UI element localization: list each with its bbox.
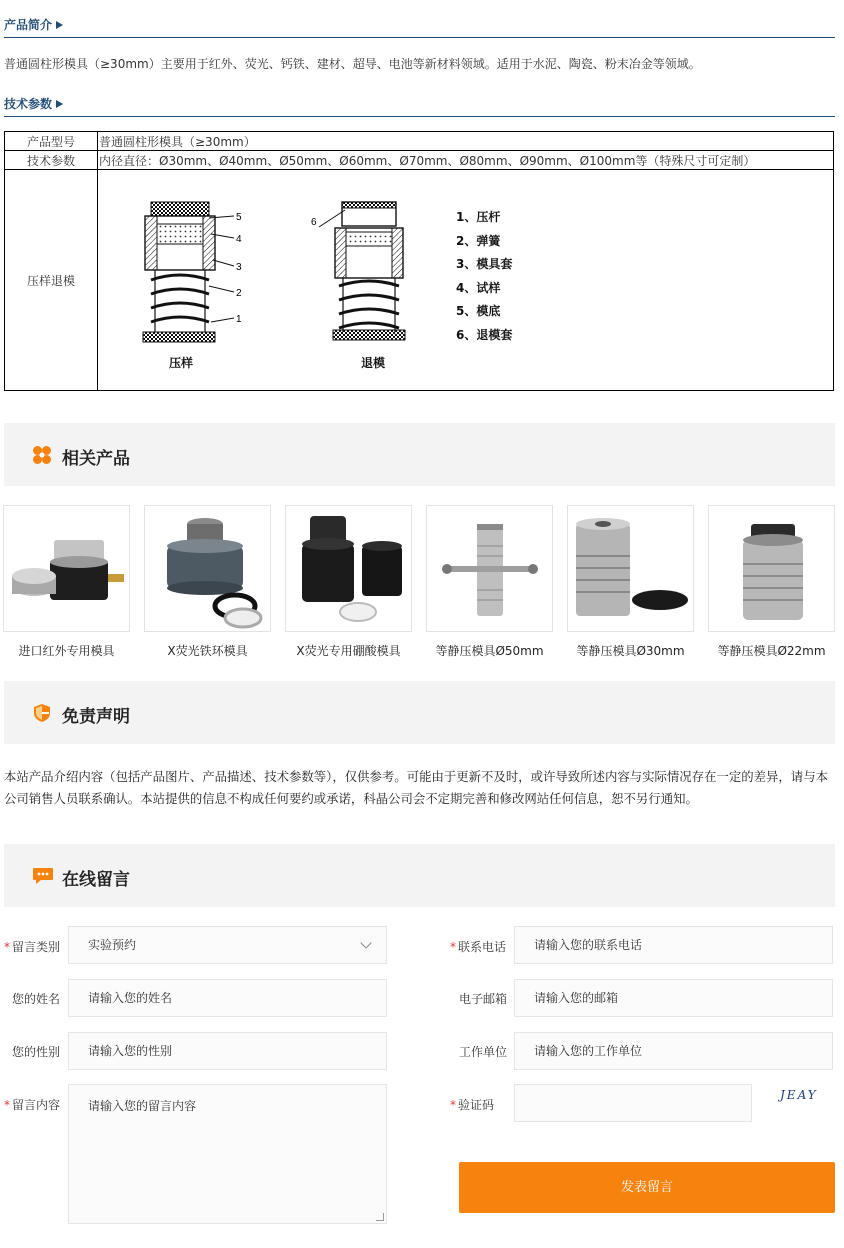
product-photo <box>4 506 130 632</box>
intro-heading-bar <box>4 16 835 38</box>
product-card[interactable] <box>426 505 553 659</box>
message-title: 在线留言 <box>62 870 130 890</box>
legend-item: 1、压杆 <box>456 210 501 224</box>
gender-input[interactable]: 请输入您的性别 <box>68 1032 387 1070</box>
part-number: 4 <box>236 234 242 245</box>
chat-bubble-icon <box>32 866 54 886</box>
disclaimer-text: 本站产品介绍内容（包括产品图片、产品描述、技术参数等），仅供参考。可能由于更新不及时，或许导致所述内容与实际情况存在一定的差异，请与本公司销售人员联系确认。本站提供的信息不构成任何要约或承诺，科晶公司会不定期完善和修改网站任何信息，恕不另行通知。 <box>4 769 828 806</box>
chevron-down-icon <box>360 937 371 948</box>
category-label: * 留言类别 <box>4 940 61 954</box>
product-photo <box>427 506 553 632</box>
part-number: 5 <box>236 212 242 223</box>
disclaimer-header <box>4 681 835 744</box>
shield-icon <box>32 703 52 723</box>
captcha-image[interactable]: JEAY <box>780 1088 818 1102</box>
spec-label: 产品型号 <box>5 132 98 151</box>
spec-row <box>5 151 834 170</box>
tech-heading-bar <box>4 95 835 117</box>
intro-text: 普通圆柱形模具（≥30mm）主要用于红外、荧光、钙铁、建材、超导、电池等新材料领域。适用于水泥、陶瓷、粉末冶金等领域。 <box>4 57 701 71</box>
product-name[interactable]: 等静压模具Ø50mm <box>435 644 544 658</box>
email-input[interactable]: 请输入您的邮箱 <box>514 979 833 1017</box>
part-number: 1 <box>236 314 242 325</box>
product-photo <box>709 506 835 632</box>
company-label: 工作单位 <box>459 1045 508 1059</box>
grid-flower-icon <box>32 445 52 465</box>
spec-label: 技术参数 <box>5 151 98 170</box>
caption-demold: 退模 <box>361 356 386 370</box>
product-photo <box>145 506 271 632</box>
disclaimer-title: 免责声明 <box>62 707 130 727</box>
spec-value: 内径直径：Ø30mm、Ø40mm、Ø50mm、Ø60mm、Ø70mm、Ø80mm、Ø90mm、Ø100mm等（特殊尺寸可定制） <box>98 151 834 170</box>
content-textarea[interactable] <box>68 1084 387 1224</box>
resize-grip-icon[interactable] <box>376 1213 384 1221</box>
captcha-input[interactable] <box>514 1084 752 1122</box>
phone-input[interactable]: 请输入您的联系电话 <box>514 926 833 964</box>
spec-value: 普通圆柱形模具（≥30mm） <box>98 132 834 151</box>
required-mark: * <box>4 1098 10 1112</box>
product-card[interactable] <box>708 505 835 659</box>
spec-row <box>5 132 834 151</box>
product-photo <box>286 506 412 632</box>
product-image[interactable] <box>708 505 835 632</box>
submit-button[interactable]: 发表留言 <box>459 1162 835 1213</box>
product-image[interactable] <box>3 505 130 632</box>
demold-assembly <box>319 202 405 340</box>
name-input[interactable]: 请输入您的姓名 <box>68 979 387 1017</box>
legend-item: 6、退模套 <box>456 327 513 342</box>
spec-label: 压样退模 <box>5 170 98 391</box>
triangle-right-icon <box>56 100 63 108</box>
product-card[interactable] <box>144 505 271 659</box>
legend-item: 4、试样 <box>456 280 501 295</box>
press-diagram <box>99 170 529 390</box>
content-placeholder: 请输入您的留言内容 <box>88 1099 197 1113</box>
legend-item: 3、模具套 <box>456 257 513 272</box>
part-number: 3 <box>236 262 242 273</box>
part-number: 2 <box>236 288 242 299</box>
captcha-label: * 验证码 <box>450 1098 495 1112</box>
gender-label: 您的性别 <box>12 1045 61 1059</box>
email-label: 电子邮箱 <box>459 992 508 1006</box>
product-image[interactable] <box>285 505 412 632</box>
product-photo <box>568 506 694 632</box>
legend-item: 2、弹簧 <box>456 233 501 248</box>
content-label: * 留言内容 <box>4 1098 61 1112</box>
spec-diagram-cell <box>98 170 834 391</box>
required-mark: * <box>4 940 10 954</box>
spec-row <box>5 170 834 391</box>
category-select[interactable] <box>68 926 387 964</box>
intro-heading: 产品简介 <box>4 16 63 33</box>
product-image[interactable] <box>567 505 694 632</box>
related-header <box>4 423 835 486</box>
category-value: 实验预约 <box>88 938 137 952</box>
product-card[interactable] <box>285 505 412 659</box>
related-title: 相关产品 <box>62 449 130 469</box>
spec-table <box>4 131 834 391</box>
message-header <box>4 844 835 907</box>
name-label: 您的姓名 <box>12 992 61 1006</box>
legend-item: 5、模底 <box>456 304 501 319</box>
product-card[interactable] <box>3 505 130 659</box>
company-input[interactable]: 请输入您的工作单位 <box>514 1032 833 1070</box>
part-number: 6 <box>311 217 317 228</box>
product-image[interactable] <box>426 505 553 632</box>
product-name[interactable]: X荧光铁环模具 <box>167 644 248 658</box>
required-mark: * <box>450 1098 456 1112</box>
phone-label: * 联系电话 <box>450 940 507 954</box>
product-name[interactable]: 等静压模具Ø30mm <box>576 644 685 658</box>
caption-press: 压样 <box>169 356 194 370</box>
product-name[interactable]: 等静压模具Ø22mm <box>717 644 826 658</box>
diagram-legend <box>456 206 512 348</box>
tech-heading: 技术参数 <box>4 95 63 112</box>
press-assembly <box>143 202 234 342</box>
product-name[interactable]: 进口红外专用模具 <box>18 644 115 658</box>
triangle-right-icon <box>56 21 63 29</box>
required-mark: * <box>450 940 456 954</box>
product-name[interactable]: X荧光专用硼酸模具 <box>296 644 401 658</box>
product-image[interactable] <box>144 505 271 632</box>
product-card[interactable] <box>567 505 694 659</box>
